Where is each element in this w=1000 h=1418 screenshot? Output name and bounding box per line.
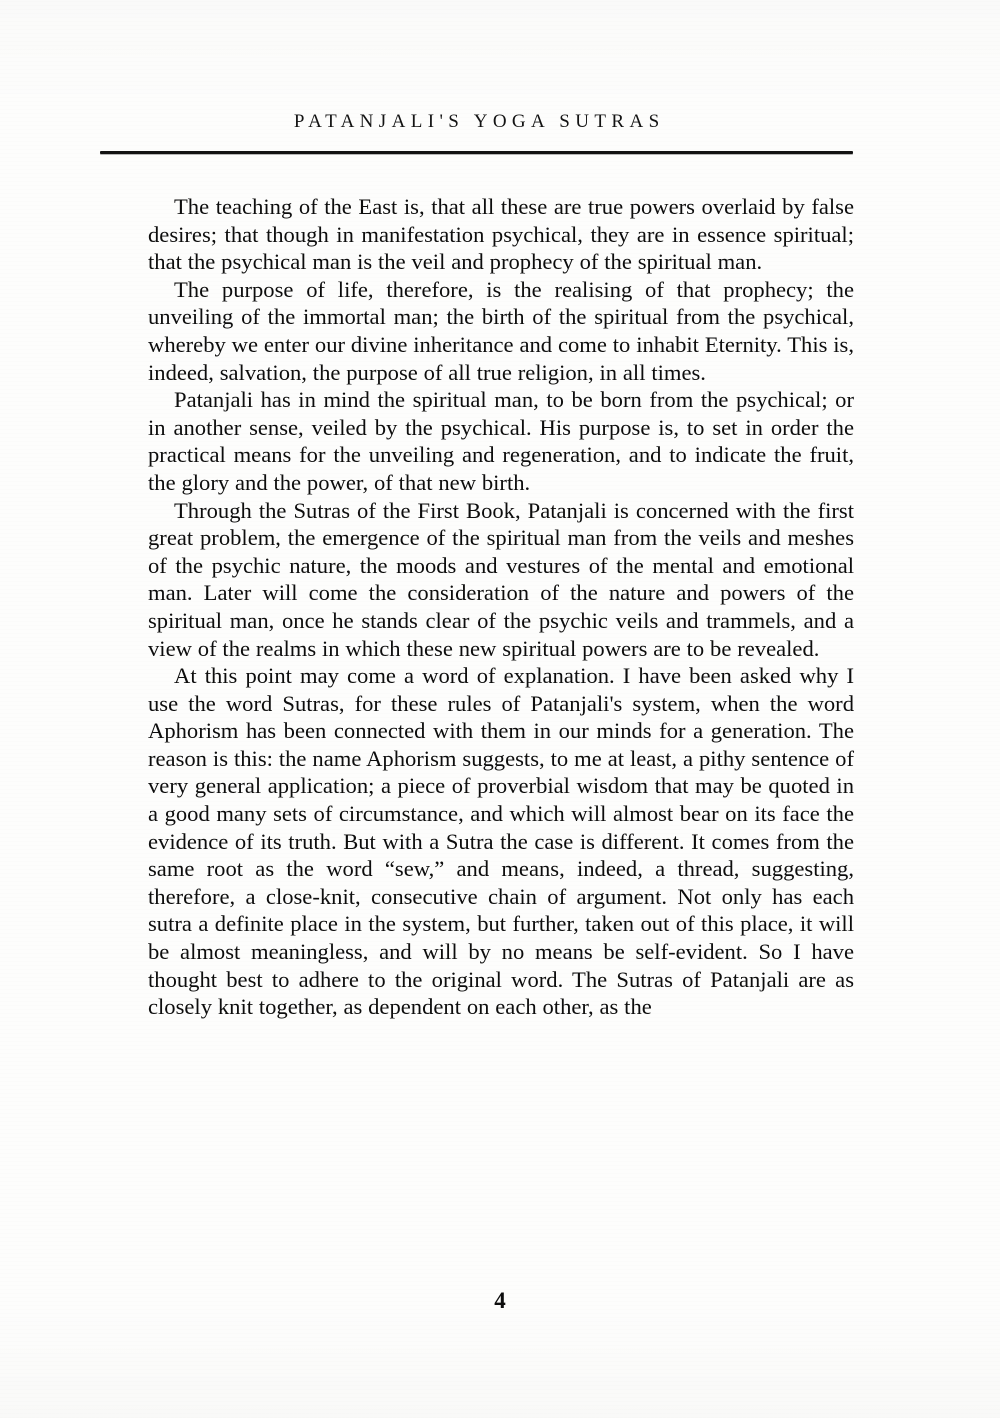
paragraph: Through the Sutras of the First Book, Patanjali is concerned with the first great problem, the emergence of the spiritual man from the veils and meshes of the psychic nature, the moods and vestures of the mental and emotional man. Later will come the consideration of the nature and powers of the spiritual man, once he stands clear of the psychic veils and trammels, and a view of the realms in which these new spiritual powers are to be revealed. — [148, 497, 854, 661]
page-number: 4 — [494, 1288, 506, 1313]
paragraph: The purpose of life, therefore, is the realising of that prophecy; the unveiling of the immortal man; the birth of the spiritual from the psychical, whereby we enter our divine inheritance and come to inhabit Eternity. This is, indeed, salvation, the purpose of all true religion, in all times. — [148, 276, 854, 385]
running-head-area — [100, 112, 853, 131]
paragraph: The teaching of the East is, that all these are true powers overlaid by false desires; that though in manifestation psychical, they are in essence spiritual; that the psychical man is the veil and prophecy of the spiritual man. — [148, 194, 854, 275]
paragraph: Patanjali has in mind the spiritual man, to be born from the psychical; or in another sense, veiled by the psychical. His purpose is, to set in order the practical means for the unveiling and regeneration, and to indicate the fruit, the glory and the power, of that new birth. — [148, 387, 854, 495]
running-head-title: PATANJALI'S YOGA SUTRAS — [293, 111, 665, 132]
header-divider-rule — [100, 151, 853, 154]
paragraph: At this point may come a word of explanation. I have been asked why I use the word Sutras, for these rules of Patanjali's system, when the word Aphorism has been connected with them in our minds for a generation. The reason is this: the name Aphorism suggests, to me at least, a pithy sentence of very general application; a piece of proverbial wisdom that may be quoted in a good many sets of circumstance, and which will almost bear on its face the evidence of its truth. But with a Sutra the case is different. It comes from the same root as the word “sew,” and means, indeed, a thread, suggesting, therefore, a close-knit, consecutive chain of argument. Not only has each sutra a definite place in the system, but further, taken out of this place, it will be almost meaningless, and will by no means be self-evident. So I have thought best to adhere to the original word. The Sutras of Patanjali are as closely knit together, as dependent on each other, as the — [148, 663, 854, 1020]
body-text-column — [148, 193, 854, 1021]
